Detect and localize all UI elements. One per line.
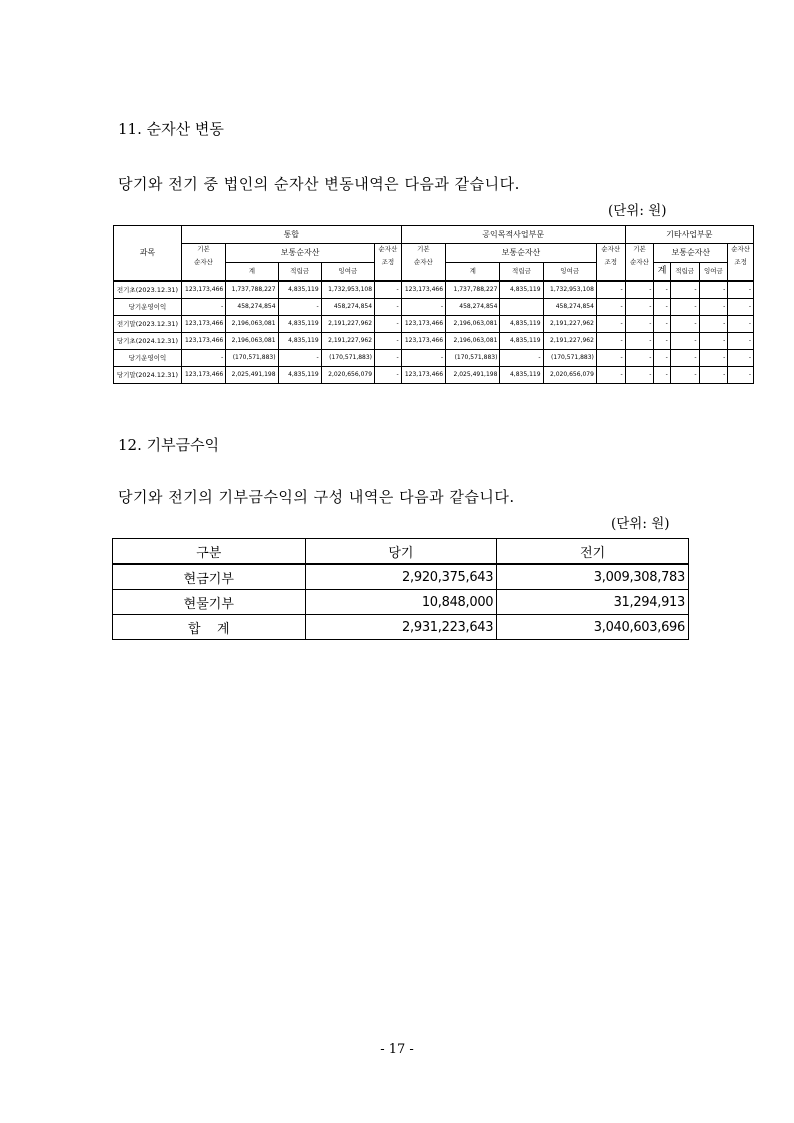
table-cell: 2,191,227,962 — [321, 333, 374, 350]
header-basic-net-assets: 기본 순자산 — [401, 244, 445, 282]
table-cell: - — [181, 299, 225, 316]
table-cell: (170,571,883) — [321, 350, 374, 367]
table-cell: - — [596, 299, 625, 316]
current-value: 10,848,000 — [305, 590, 497, 615]
table-cell: - — [654, 350, 670, 367]
table-cell: (170,571,883) — [446, 350, 500, 367]
table-cell: - — [375, 333, 402, 350]
table-cell: 4,835,119 — [278, 333, 321, 350]
table-cell: - — [654, 281, 670, 299]
table-cell: 1,732,953,108 — [321, 281, 374, 299]
header-surplus: 잉여금 — [543, 263, 596, 282]
current-value: 2,920,375,643 — [305, 564, 497, 590]
header-surplus: 잉여금 — [699, 263, 728, 282]
table-cell: - — [699, 316, 728, 333]
table-cell: - — [654, 316, 670, 333]
table-cell: 123,173,466 — [181, 281, 225, 299]
table-cell: 1,732,953,108 — [543, 281, 596, 299]
table-cell: 4,835,119 — [500, 367, 543, 384]
row-label: 전기초(2023.12.31) — [114, 281, 182, 299]
section-11-unit: (단위: 원) — [608, 203, 667, 219]
table-cell: - — [654, 367, 670, 384]
table-cell: - — [670, 299, 699, 316]
table-cell: 4,835,119 — [500, 316, 543, 333]
table-cell: - — [670, 281, 699, 299]
table-cell: 458,274,854 — [226, 299, 278, 316]
row-label: 현물기부 — [113, 590, 306, 615]
table-cell: - — [278, 299, 321, 316]
header-surplus: 잉여금 — [321, 263, 374, 282]
table-cell: 4,835,119 — [278, 367, 321, 384]
table-cell: - — [728, 316, 754, 333]
table-cell: 4,835,119 — [500, 333, 543, 350]
table-cell: 123,173,466 — [401, 333, 445, 350]
table-cell: 1,737,788,227 — [226, 281, 278, 299]
table-cell: (170,571,883) — [543, 350, 596, 367]
row-label: 당기말(2024.12.31) — [114, 367, 182, 384]
header-total: 계 — [446, 263, 500, 282]
table-cell: - — [699, 350, 728, 367]
table-cell: - — [375, 350, 402, 367]
table-cell: - — [699, 299, 728, 316]
table-cell: 2,191,227,962 — [321, 316, 374, 333]
header-basic-net-assets: 기본 순자산 — [181, 244, 225, 282]
table-cell: - — [625, 299, 654, 316]
table-cell: - — [625, 281, 654, 299]
table-cell: 2,196,063,081 — [226, 316, 278, 333]
header-reserve: 적립금 — [500, 263, 543, 282]
table-cell: - — [401, 299, 445, 316]
table-row — [114, 316, 754, 333]
table-cell: 123,173,466 — [401, 281, 445, 299]
row-label: 합 계 — [113, 615, 306, 640]
table-cell: 458,274,854 — [321, 299, 374, 316]
table-cell: 123,173,466 — [181, 316, 225, 333]
row-label: 전기말(2023.12.31) — [114, 316, 182, 333]
table-cell: 4,835,119 — [278, 281, 321, 299]
table-cell: 2,196,063,081 — [446, 316, 500, 333]
table-cell: - — [670, 333, 699, 350]
header-group-integrated: 통합 — [181, 226, 401, 244]
header-reserve: 적립금 — [670, 263, 699, 282]
table-row — [114, 350, 754, 367]
prior-value: 31,294,913 — [497, 590, 689, 615]
table-cell: - — [654, 333, 670, 350]
table-cell: 458,274,854 — [543, 299, 596, 316]
header-prior-year: 전기 — [497, 539, 689, 565]
header-total: 계 — [654, 263, 670, 282]
table-cell: - — [375, 299, 402, 316]
table-cell: - — [596, 281, 625, 299]
table-cell: - — [728, 333, 754, 350]
header-basic-net-assets: 기본 순자산 — [625, 244, 654, 282]
table-row — [114, 299, 754, 316]
table-cell: - — [699, 281, 728, 299]
table-cell: - — [625, 350, 654, 367]
table-cell: 2,196,063,081 — [226, 333, 278, 350]
table-cell: 458,274,854 — [446, 299, 500, 316]
table-row — [114, 367, 754, 384]
table-cell: 123,173,466 — [181, 367, 225, 384]
table-cell — [500, 299, 543, 316]
header-net-assets-adjustment: 순자산 조정 — [728, 244, 754, 282]
table-cell: 123,173,466 — [401, 367, 445, 384]
current-value: 2,931,223,643 — [305, 615, 497, 640]
prior-value: 3,040,603,696 — [497, 615, 689, 640]
header-group-public: 공익목적사업부문 — [401, 226, 625, 244]
table-cell: 4,835,119 — [278, 316, 321, 333]
header-ordinary-net-assets: 보통순자산 — [446, 244, 597, 263]
donation-revenue-table — [112, 538, 689, 640]
table-cell: - — [596, 316, 625, 333]
table-cell: - — [654, 299, 670, 316]
table-cell: 4,835,119 — [500, 281, 543, 299]
table-cell: - — [596, 333, 625, 350]
table-cell: - — [670, 350, 699, 367]
header-subject: 과목 — [114, 226, 182, 282]
table-cell: - — [699, 367, 728, 384]
table-cell: - — [728, 367, 754, 384]
table-cell: - — [278, 350, 321, 367]
table-row — [114, 333, 754, 350]
table-cell: - — [375, 316, 402, 333]
table-cell: - — [375, 281, 402, 299]
header-category: 구분 — [113, 539, 306, 565]
table-cell: 2,196,063,081 — [446, 333, 500, 350]
net-assets-change-table — [113, 225, 754, 384]
table-cell: - — [596, 367, 625, 384]
header-reserve: 적립금 — [278, 263, 321, 282]
section-11-description: 당기와 전기 중 법인의 순자산 변동내역은 다음과 같습니다. — [118, 175, 520, 193]
table-cell: 2,191,227,962 — [543, 333, 596, 350]
header-group-other: 기타사업부문 — [625, 226, 753, 244]
table-row — [113, 615, 689, 640]
table-cell: - — [181, 350, 225, 367]
header-net-assets-adjustment: 순자산 조정 — [375, 244, 402, 282]
table-cell: 123,173,466 — [181, 333, 225, 350]
table-cell: 2,025,491,198 — [446, 367, 500, 384]
row-label: 당기운영이익 — [114, 350, 182, 367]
header-current-year: 당기 — [305, 539, 497, 565]
table-row — [113, 564, 689, 590]
table-cell: - — [728, 281, 754, 299]
table-cell: 123,173,466 — [401, 316, 445, 333]
table-cell: 2,025,491,198 — [226, 367, 278, 384]
table-cell: - — [625, 316, 654, 333]
header-total: 계 — [226, 263, 278, 282]
table-cell: - — [625, 367, 654, 384]
table-cell: - — [596, 350, 625, 367]
table-cell: - — [625, 333, 654, 350]
table-cell: 1,737,788,227 — [446, 281, 500, 299]
table-cell: 2,020,656,079 — [543, 367, 596, 384]
header-net-assets-adjustment: 순자산 조정 — [596, 244, 625, 282]
table-cell: (170,571,883) — [226, 350, 278, 367]
table-row — [114, 281, 754, 299]
section-12-title: 12. 기부금수익 — [118, 436, 220, 454]
row-label: 당기초(2024.12.31) — [114, 333, 182, 350]
header-ordinary-net-assets: 보통순자산 — [654, 244, 728, 263]
table-row — [113, 590, 689, 615]
table-cell: - — [699, 333, 728, 350]
table-cell: 2,020,656,079 — [321, 367, 374, 384]
table-cell: 2,191,227,962 — [543, 316, 596, 333]
section-12-description: 당기와 전기의 기부금수익의 구성 내역은 다음과 같습니다. — [118, 488, 515, 506]
table-cell: - — [401, 350, 445, 367]
table-cell: - — [500, 350, 543, 367]
section-12-unit: (단위: 원) — [611, 516, 670, 532]
table-cell: - — [728, 299, 754, 316]
table-cell: - — [728, 350, 754, 367]
row-label: 당기운영이익 — [114, 299, 182, 316]
page-number: - 17 - — [380, 1042, 414, 1057]
section-11-title: 11. 순자산 변동 — [118, 120, 224, 138]
prior-value: 3,009,308,783 — [497, 564, 689, 590]
table-cell: - — [670, 316, 699, 333]
table-cell: - — [670, 367, 699, 384]
header-ordinary-net-assets: 보통순자산 — [226, 244, 375, 263]
table-cell: - — [375, 367, 402, 384]
row-label: 현금기부 — [113, 564, 306, 590]
